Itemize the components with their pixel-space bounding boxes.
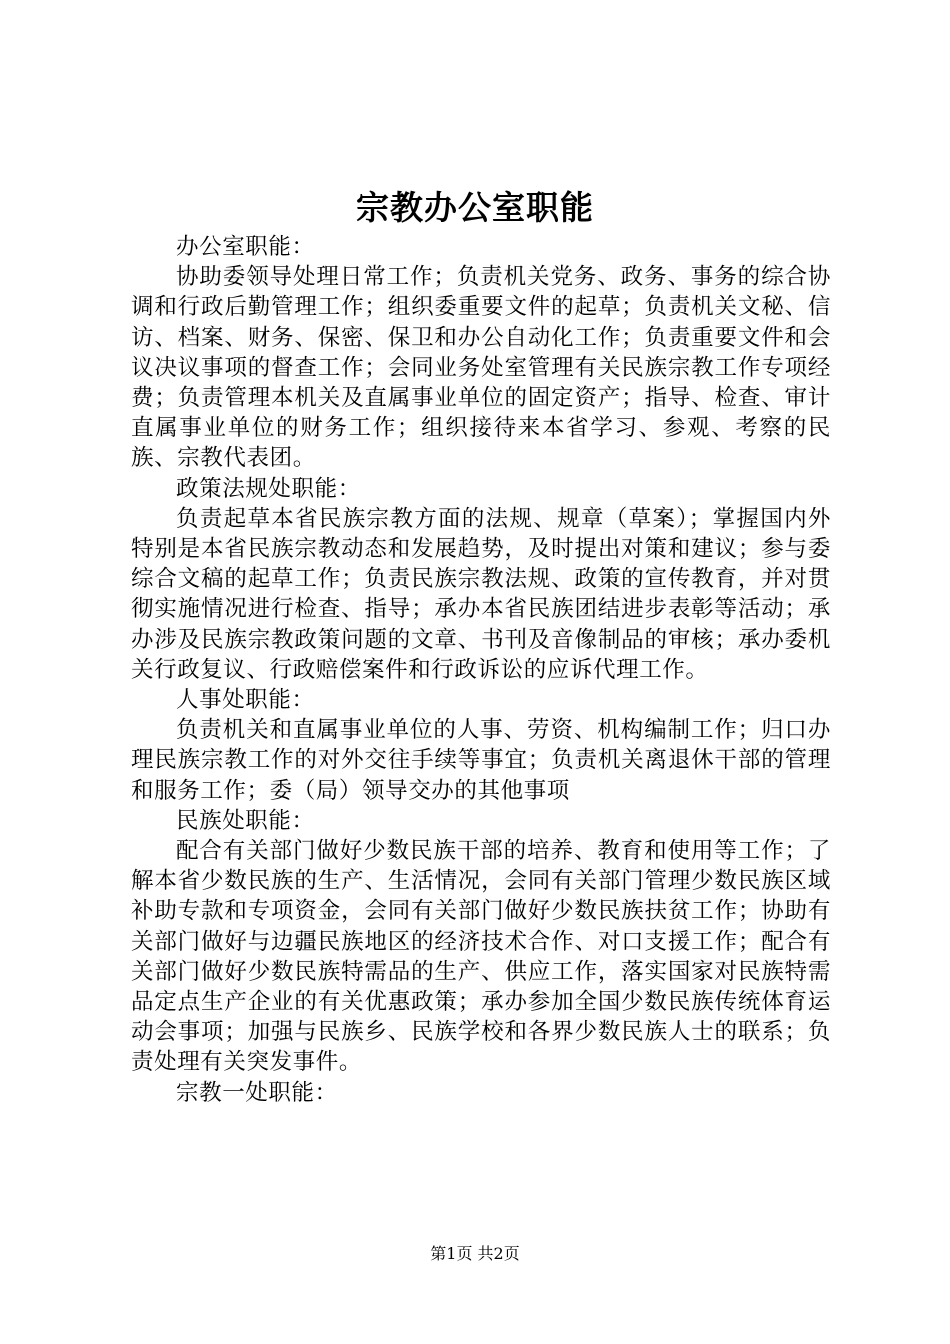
section-heading-policy: 政策法规处职能： — [176, 475, 361, 502]
section-heading-office: 办公室职能： — [176, 234, 315, 260]
paragraph-office-duties: 协助委领导处理日常工作；负责机关党务、政务、事务的综合协调和行政后勤管理工作；组织委重要文件的起草；负责机关文秘、信访、档案、财务、保密、保卫和办公自动化工作；负责重要文件和会议决议事项的督查工作；会同业务处室管理有关民族宗教工作专项经费；负责管理本机关及直属事业单位的固定资产；指导、检查、审计直属事业单位的财务工作；组织接待来本省学习、参观、考察的民族、宗教代表团。 — [131, 264, 831, 472]
section-heading-personnel: 人事处职能： — [176, 687, 315, 714]
document-title: 宗教办公室职能 — [356, 188, 594, 227]
document-body — [131, 232, 831, 1108]
paragraph-ethnic-duties: 配合有关部门做好少数民族干部的培养、教育和使用等工作；了解本省少数民族的生产、生活情况，会同有关部门管理少数民族区域补助专款和专项资金，会同有关部门做好少数民族扶贫工作；协助有关部门做好与边疆民族地区的经济技术合作、对口支援工作；配合有关部门做好少数民族特需品的生产、供应工作，落实国家对民族特需品定点生产企业的有关优惠政策；承办参加全国少数民族传统体育运动会事项；加强与民族乡、民族学校和各界少数民族人士的联系；负责处理有关突发事件。 — [131, 838, 831, 1076]
section-heading-religion-one: 宗教一处职能： — [176, 1079, 338, 1106]
paragraph-policy-duties: 负责起草本省民族宗教方面的法规、规章（草案）；掌握国内外特别是本省民族宗教动态和发展趋势，及时提出对策和建议；参与委综合文稿的起草工作；负责民族宗教法规、政策的宣传教育，并对贯彻实施情况进行检查、指导；承办本省民族团结进步表彰等活动；承办涉及民族宗教政策问题的文章、书刊及音像制品的审核；承办委机关行政复议、行政赔偿案件和行政诉讼的应诉代理工作。 — [131, 505, 831, 683]
section-heading-ethnic: 民族处职能： — [176, 807, 315, 834]
paragraph-personnel-duties: 负责机关和直属事业单位的人事、劳资、机构编制工作；归口办理民族宗教工作的对外交往手续等事宜；负责机关离退休干部的管理和服务工作；委（局）领导交办的其他事项 — [131, 717, 831, 804]
page-footer: 第1页 共2页 — [430, 1244, 520, 1263]
